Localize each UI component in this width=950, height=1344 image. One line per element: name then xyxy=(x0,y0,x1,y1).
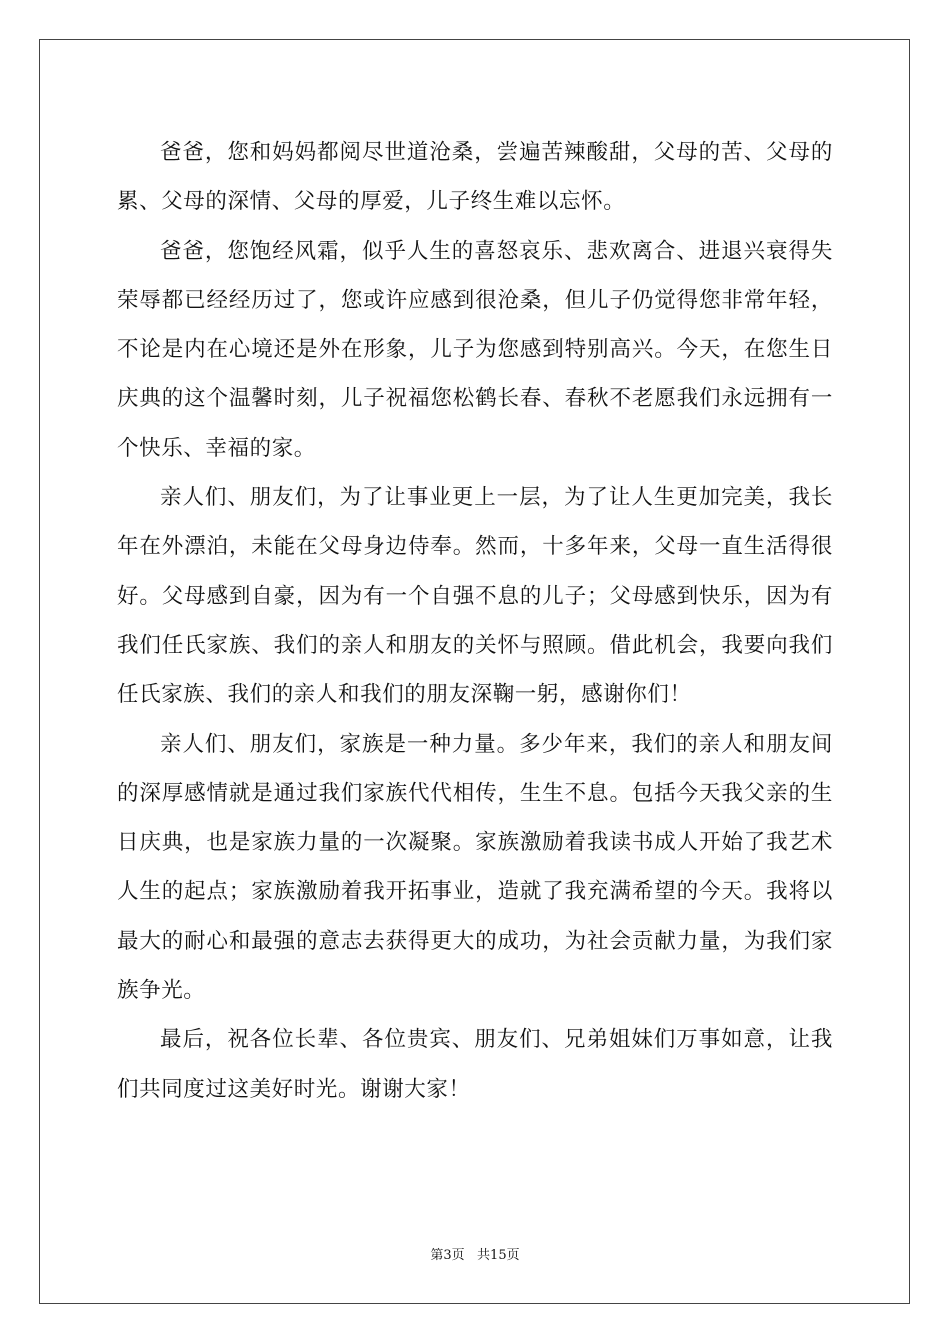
paragraph-4: 亲人们、朋友们，家族是一种力量。多少年来，我们的亲人和朋友间的深厚感情就是通过我们家族代代相传，生生不息。包括今天我父亲的生日庆典，也是家族力量的一次凝聚。家族激励着我读书成人开始了我艺术人生的起点；家族激励着我开拓事业，造就了我充满希望的今天。我将以最大的耐心和最强的意志去获得更大的成功，为社会贡献力量，为我们家族争光。 xyxy=(117,731,833,1004)
page-number-footer: 第3页 共15页 xyxy=(430,1248,520,1263)
paragraph-2: 爸爸，您饱经风霜，似乎人生的喜怒哀乐、悲欢离合、进退兴衰得失荣辱都已经经历过了，您或许应感到很沧桑，但儿子仍觉得您非常年轻，不论是内在心境还是外在形象，儿子为您感到特别高兴。今天，在您生日庆典的这个温馨时刻，儿子祝福您松鹤长春、春秋不老愿我们永远拥有一个快乐、幸福的家。 xyxy=(117,238,833,461)
paragraph-1: 爸爸，您和妈妈都阅尽世道沧桑，尝遍苦辣酸甜，父母的苦、父母的累、父母的深情、父母的厚爱，儿子终生难以忘怀。 xyxy=(117,140,833,215)
paragraph-5: 最后，祝各位长辈、各位贵宾、朋友们、兄弟姐妹们万事如意，让我们共同度过这美好时光。谢谢大家！ xyxy=(117,1027,833,1102)
document-body xyxy=(117,128,833,1114)
paragraph-3: 亲人们、朋友们，为了让事业更上一层，为了让人生更加完美，我长年在外漂泊，未能在父母身边侍奉。然而，十多年来，父母一直生活得很好。父母感到自豪，因为有一个自强不息的儿子；父母感到快乐，因为有我们任氏家族、我们的亲人和朋友的关怀与照顾。借此机会，我要向我们任氏家族、我们的亲人和我们的朋友深鞠一躬，感谢你们！ xyxy=(117,485,833,708)
